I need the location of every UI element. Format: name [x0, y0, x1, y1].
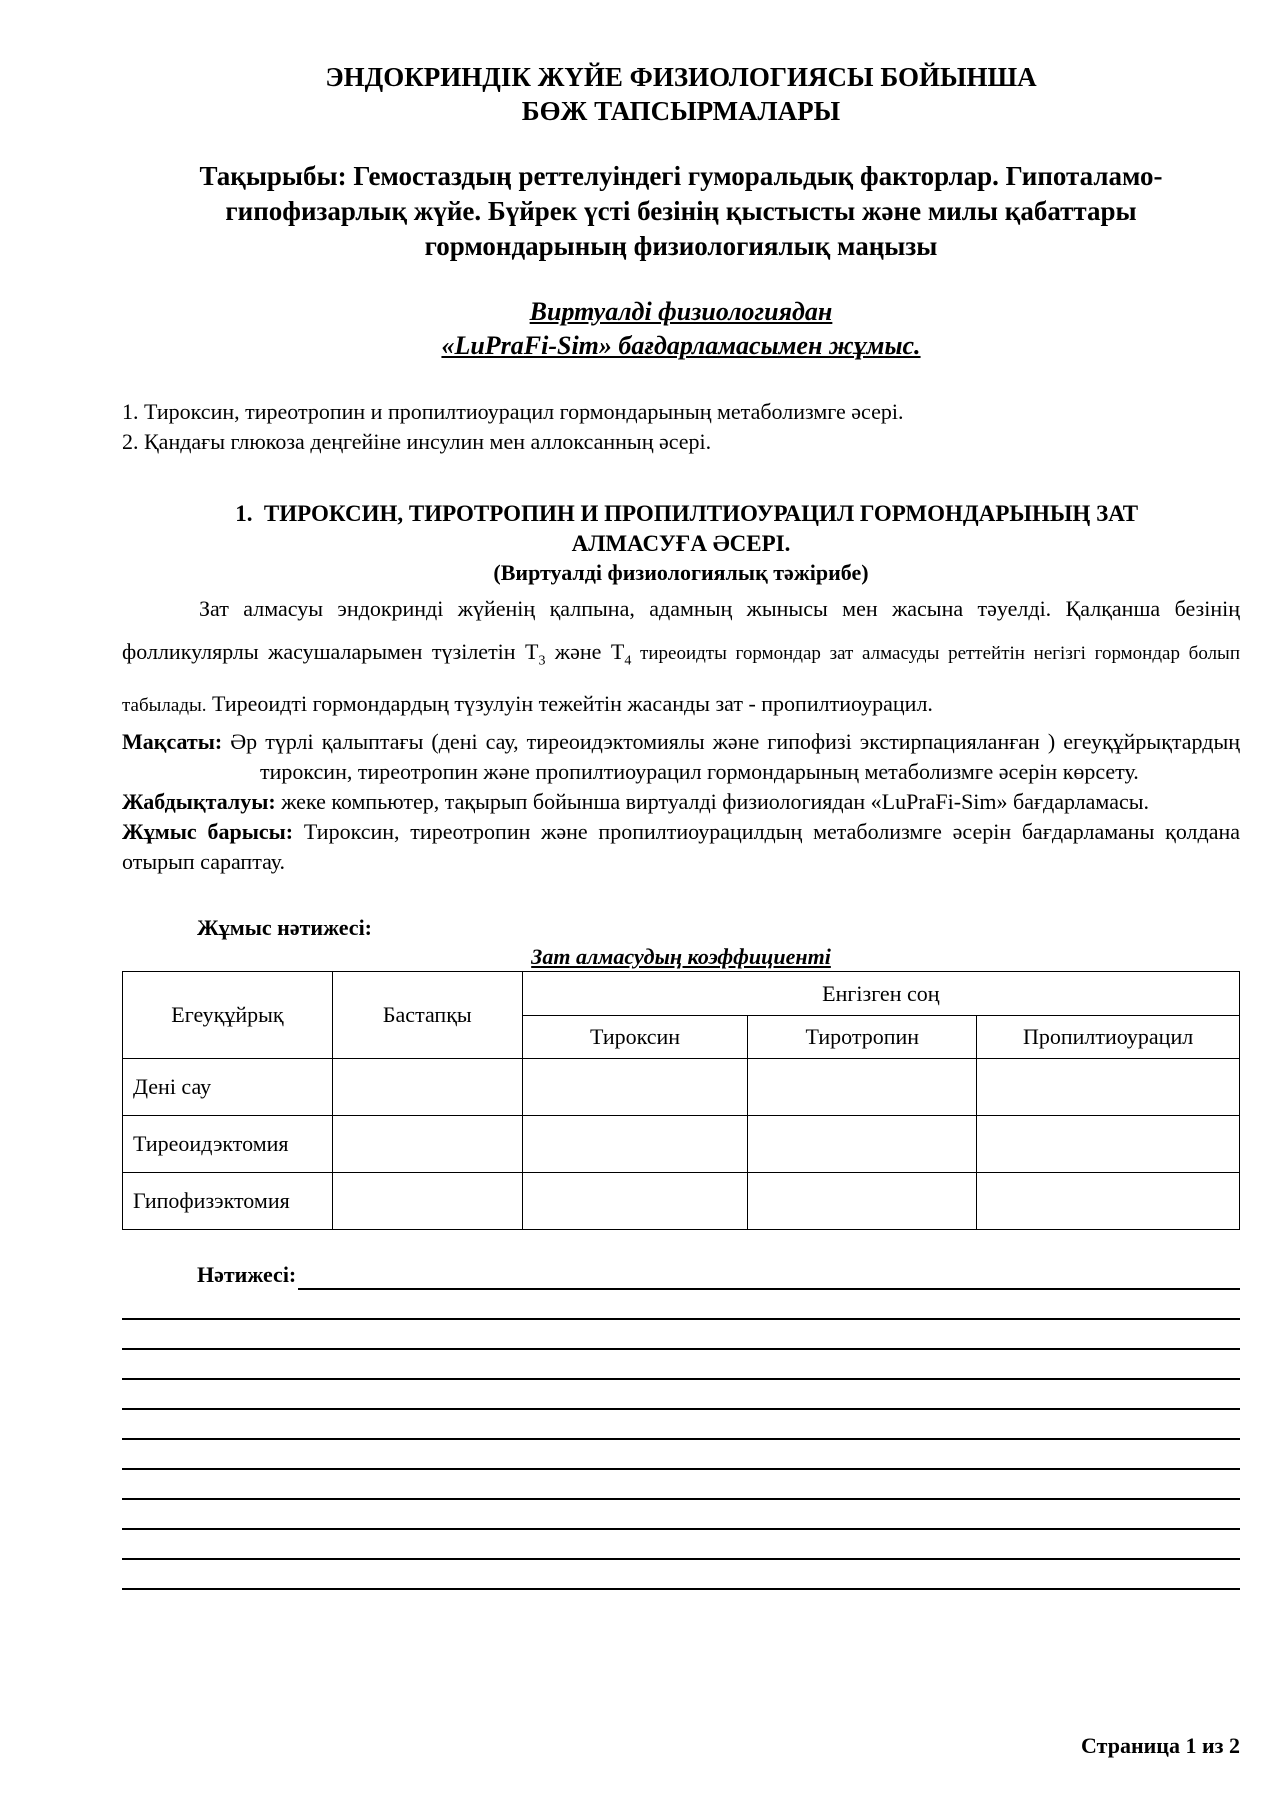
t4-subscript: 4: [624, 653, 632, 669]
t3-subscript: 3: [538, 653, 546, 669]
intro-and: және Т: [545, 639, 625, 664]
topic-line-1: Тақырыбы: Гемостаздың реттелуіндегі гуморальдық факторлар. Гипоталамо-: [199, 161, 1163, 191]
table-cell: [748, 1116, 977, 1173]
table-row: [123, 1116, 1240, 1173]
aim-paragraph: [122, 727, 1240, 787]
table-cell: [977, 1116, 1240, 1173]
header-thyrotropin: Тиротропин: [748, 1016, 977, 1059]
equipment-text: жеке компьютер, тақырып бойынша виртуалді физиологиядан «LuPraFi-Sim» бағдарламасы.: [275, 789, 1149, 815]
blank-line: [122, 1410, 1240, 1440]
table-cell: [332, 1116, 522, 1173]
table-row: [123, 1059, 1240, 1116]
intro-text-2: Тиреоидті гормондардың түзулуін тежейтін жасанды зат - пропилтиоурацил.: [206, 691, 933, 717]
equipment-label: Жабдықталуы:: [122, 789, 276, 815]
task-list: [122, 397, 1240, 457]
row-label-hypophysectomy: Гипофизэктомия: [123, 1173, 333, 1230]
header-animal: Егеуқұйрық: [123, 972, 333, 1059]
work-result-label: Жұмыс нәтижесі:: [197, 915, 373, 941]
header-propylthiouracil: Пропилтиоурацил: [977, 1016, 1240, 1059]
conclusion-label: Нәтижесі:: [197, 1262, 297, 1288]
blank-line: [122, 1470, 1240, 1500]
table-cell: [748, 1059, 977, 1116]
section-heading-line-2: АЛМАСУҒА ӘСЕРІ.: [571, 531, 791, 556]
topic-heading: [122, 159, 1240, 264]
task-item-1: 1. Тироксин, тиреотропин и пропилтиоурацил гормондарының метаболизмге әсері.: [122, 399, 904, 424]
header-thyroxine: Тироксин: [522, 1016, 748, 1059]
equipment-paragraph: [122, 787, 1240, 817]
blank-line: [122, 1350, 1240, 1380]
document-page: [122, 60, 1240, 1590]
table-cell: [977, 1173, 1240, 1230]
blank-line: [122, 1380, 1240, 1410]
header-after-injection: Енгізген соң: [522, 972, 1239, 1016]
header-initial: Бастапқы: [332, 972, 522, 1059]
blank-line: [122, 1320, 1240, 1350]
title-line-2: БӨЖ ТАПСЫРМАЛАРЫ: [521, 96, 841, 126]
procedure-text: Тироксин, тиреотропин және пропилтиоурацилдың метаболизмге әсерін бағдарламаны қолдана отырып сараптау.: [122, 819, 1240, 875]
virtual-physiology-heading: [122, 295, 1240, 363]
topic-line-3: гормондарының физиологиялық маңызы: [424, 231, 938, 261]
row-label-healthy: Дені сау: [123, 1059, 333, 1116]
table-cell: [522, 1059, 748, 1116]
conclusion-block: [122, 1260, 1240, 1590]
page-number: Страница 1 из 2: [1081, 1733, 1240, 1758]
conclusion-fill-line: [298, 1266, 1240, 1290]
section-1-heading: [122, 499, 1240, 559]
table-cell: [522, 1173, 748, 1230]
task-item-2: 2. Қандағы глюкоза деңгейіне инсулин мен аллоксанның әсері.: [122, 429, 712, 454]
intro-paragraph: [122, 587, 1240, 727]
blank-line: [122, 1500, 1240, 1530]
table-header-row: [123, 972, 1240, 1016]
aim-text: Әр түрлі қалыптағы (дені сау, тиреоидэктомиялы және гипофизі экстирпацияланған ) егеуқұйрықтардың тироксин, тиреотропин және пропилтиоурацил гормондарының метаболизмге әсерін көрсету.: [222, 729, 1240, 785]
table-cell: [332, 1059, 522, 1116]
row-label-thyroidectomy: Тиреоидэктомия: [123, 1116, 333, 1173]
table-cell: [522, 1116, 748, 1173]
table-cell: [748, 1173, 977, 1230]
blank-line: [122, 1440, 1240, 1470]
table-cell: [977, 1059, 1240, 1116]
procedure-label: Жұмыс барысы:: [122, 819, 294, 845]
intro-small-text: тиреоидты гормондар зат алмасуды реттейтін негізгі гормондар болып табылады.: [122, 643, 1240, 717]
blank-line: [122, 1290, 1240, 1320]
table-row: [123, 1173, 1240, 1230]
conclusion-line: [122, 1260, 1240, 1290]
table-caption: Зат алмасудың коэффициенті: [531, 944, 831, 970]
blank-line: [122, 1530, 1240, 1560]
table-cell: [332, 1173, 522, 1230]
blank-line: [122, 1560, 1240, 1590]
title-line-1: ЭНДОКРИНДІК ЖҮЙЕ ФИЗИОЛОГИЯСЫ БОЙЫНША: [325, 62, 1037, 92]
intro-text-1: Зат алмасуы эндокринді жүйенің қалпына, адамның жынысы мен жасына тәуелді. Қалқанша безінің фолликулярлы жасушаларымен түзілетін Т: [122, 596, 1240, 664]
section-number: 1.: [235, 501, 253, 526]
topic-line-2: гипофизарлық жүйе. Бүйрек үсті безінің қыстысты және милы қабаттары: [225, 196, 1137, 226]
section-heading-line-1: ТИРОКСИН, ТИРОТРОПИН И ПРОПИЛТИОУРАЦИЛ ГОРМОНДАРЫНЫҢ ЗАТ: [263, 501, 1139, 526]
procedure-paragraph: [122, 817, 1240, 877]
metabolism-table: [122, 971, 1240, 1230]
aim-label: Мақсаты:: [122, 729, 223, 755]
section-subheading: (Виртуалді физиологиялық тәжірибе): [493, 560, 869, 585]
virtual-line-2: «LuPraFi-Sim» бағдарламасымен жұмыс.: [441, 331, 921, 360]
virtual-line-1: Виртуалді физиологиядан: [529, 297, 833, 326]
document-title: [122, 60, 1240, 128]
